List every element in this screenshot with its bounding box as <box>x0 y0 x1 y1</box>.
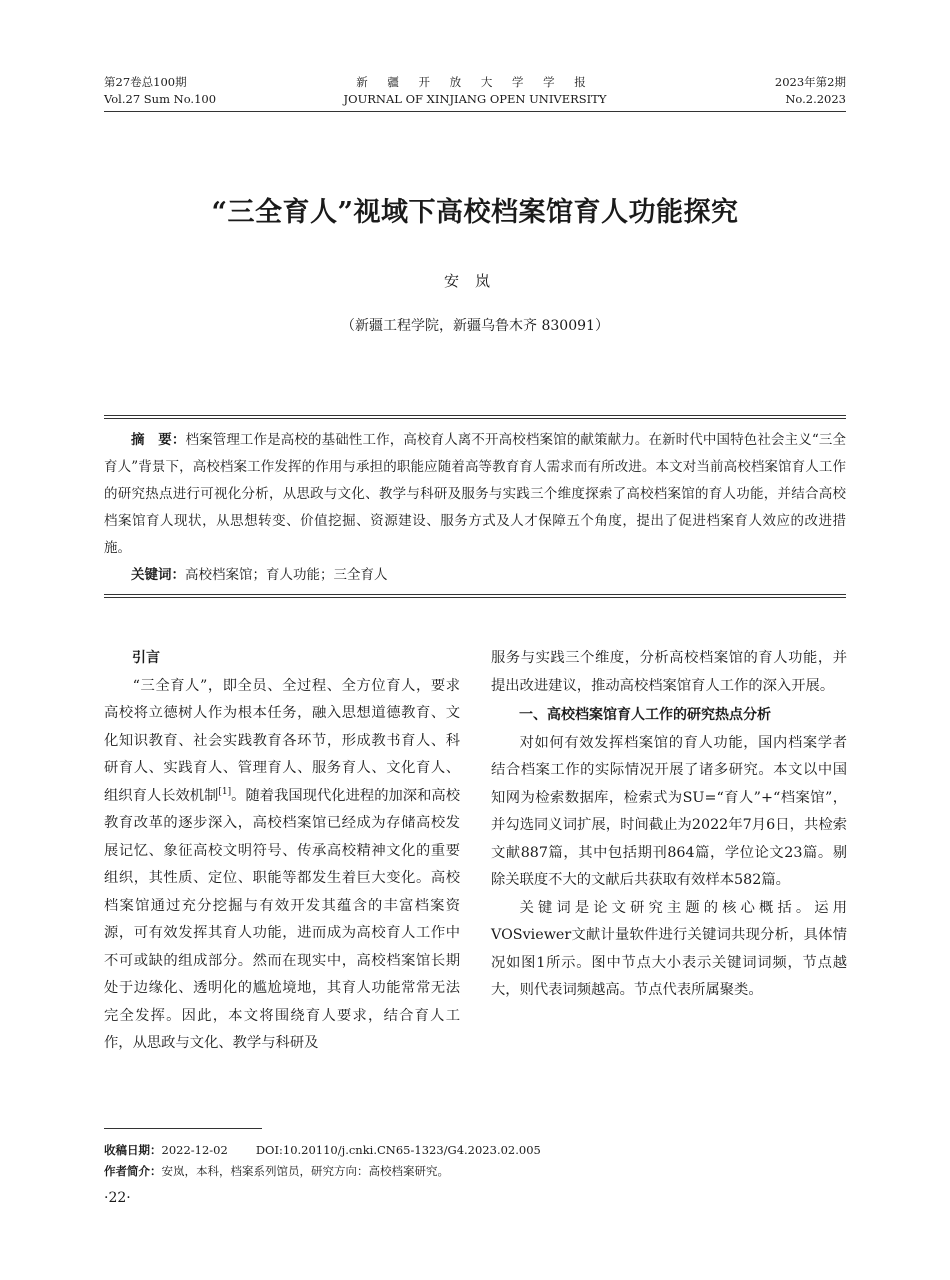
section1-paragraph-1: 对如何有效发挥档案馆的育人功能，国内档案学者结合档案工作的实际情况开展了诸多研究。本文以中国知网为检索数据库，检索式为SU=“育人”+“档案馆”，并勾选同义词扩展，时间截止为2022年7月6日，共检索文献887篇，其中包括期刊864篇，学位论文23篇。剔除关联度不大的文献后共获取有效样本582篇。 <box>491 734 847 888</box>
abstract-text: 档案管理工作是高校的基础性工作，高校育人离不开高校档案馆的献策献力。在新时代中国特色社会主义“三全育人”背景下，高校档案工作发挥的作用与承担的职能应随着高等教育育人需求而有所改进。本文对当前高校档案馆育人工作的研究热点进行可视化分析，从思政与文化、教学与科研及服务与实践三个维度探索了高校档案馆的育人功能，并结合高校档案馆育人现状，从思想转变、价值挖掘、资源建设、服务方式及人才保障五个角度，提出了促进档案育人效应的改进措施。 <box>104 432 846 556</box>
intro-text-2: 。随着我国现代化进程的加深和高校教育改革的逐步深入，高校档案馆已经成为存储高校发展记忆、象征高校文明符号、传承高校精神文化的重要组织，其性质、定位、职能等都发生着巨大变化。高校档案馆通过充分挖掘与有效开发其蕴含的丰富档案资源，可有效发挥其育人功能，进而成为高校育人工作中不可或缺的组成部分。然而在现实中，高校档案馆长期处于边缘化、透明化的尴尬境地，其育人功能常常无法完全发挥。因此，本文将围绕育人要求，结合育人工作，从思政与文化、教学与科研及 <box>104 787 461 1051</box>
abstract <box>104 427 846 562</box>
abstract-top-rule-1 <box>104 415 846 416</box>
received-label: 收稿日期： <box>104 1143 162 1157</box>
received-date: 2022-12-02 <box>161 1143 228 1157</box>
header-issue-info <box>775 74 846 108</box>
article-affiliation: （新疆工程学院，新疆乌鲁木齐 830091） <box>341 318 609 334</box>
keywords-text: 高校档案馆；育人功能；三全育人 <box>185 567 388 583</box>
header-divider <box>104 111 846 112</box>
body-column-right <box>491 645 847 1005</box>
author-bio-line <box>104 1161 846 1182</box>
keywords-label: 关键词： <box>131 567 185 583</box>
author-bio: 安岚，本科，档案系列馆员，研究方向：高校档案研究。 <box>161 1164 449 1178</box>
intro-heading: 引言 <box>132 650 160 666</box>
article-title: “三全育人”视域下高校档案馆育人功能探究 <box>211 197 739 228</box>
intro-text-1: “三全育人”，即全员、全过程、全方位育人，要求高校将立德树人作为根本任务，融入思想道德教育、文化知识教育、社会实践教育各环节，形成教书育人、科研育人、实践育人、管理育人、服务育人、文化育人、组织育人长效机制 <box>104 677 460 804</box>
intro-paragraph <box>104 673 460 1058</box>
header-issue-en: No.2.2023 <box>785 92 846 106</box>
header-journal-cn: 新 疆 开 放 大 学 学 报 <box>356 75 594 89</box>
abstract-label: 摘 要： <box>131 432 186 448</box>
header-journal-en: JOURNAL OF XINJIANG OPEN UNIVERSITY <box>343 92 607 106</box>
section1-paragraph-2: 关键词是论文研究主题的核心概括。运用VOSviewer文献计量软件进行关键词共现分析，具体情况如图1所示。图中节点大小表示关键词词频，节点越大，则代表词频越高。节点代表所属聚类。 <box>491 899 847 998</box>
header-issue-cn: 2023年第2期 <box>774 75 846 89</box>
abstract-top-rule-2 <box>104 418 846 419</box>
section1-heading: 一、高校档案馆育人工作的研究热点分析 <box>519 707 771 723</box>
article-author: 安岚 <box>443 272 506 290</box>
footnote-divider <box>104 1128 262 1129</box>
keywords <box>104 562 846 589</box>
citation-ref: [1] <box>218 786 232 797</box>
header-volume-en: Vol.27 Sum No.100 <box>104 92 217 106</box>
abstract-bottom-rule-2 <box>104 597 846 598</box>
page-number: ·22· <box>104 1190 131 1206</box>
header-journal-name <box>104 74 846 108</box>
running-header <box>104 74 846 114</box>
body-column-left <box>104 645 460 1058</box>
doi: DOI:10.20110/j.cnki.CN65-1323/G4.2023.02.005 <box>255 1143 541 1157</box>
received-line <box>104 1140 846 1161</box>
footnotes <box>104 1140 846 1182</box>
author-bio-label: 作者简介： <box>104 1164 162 1178</box>
header-volume-cn: 第27卷总100期 <box>104 75 187 89</box>
abstract-bottom-rule-1 <box>104 594 846 595</box>
intro-paragraph-continued: 服务与实践三个维度，分析高校档案馆的育人功能，并提出改进建议，推动高校档案馆育人工作的深入开展。 <box>491 650 847 694</box>
